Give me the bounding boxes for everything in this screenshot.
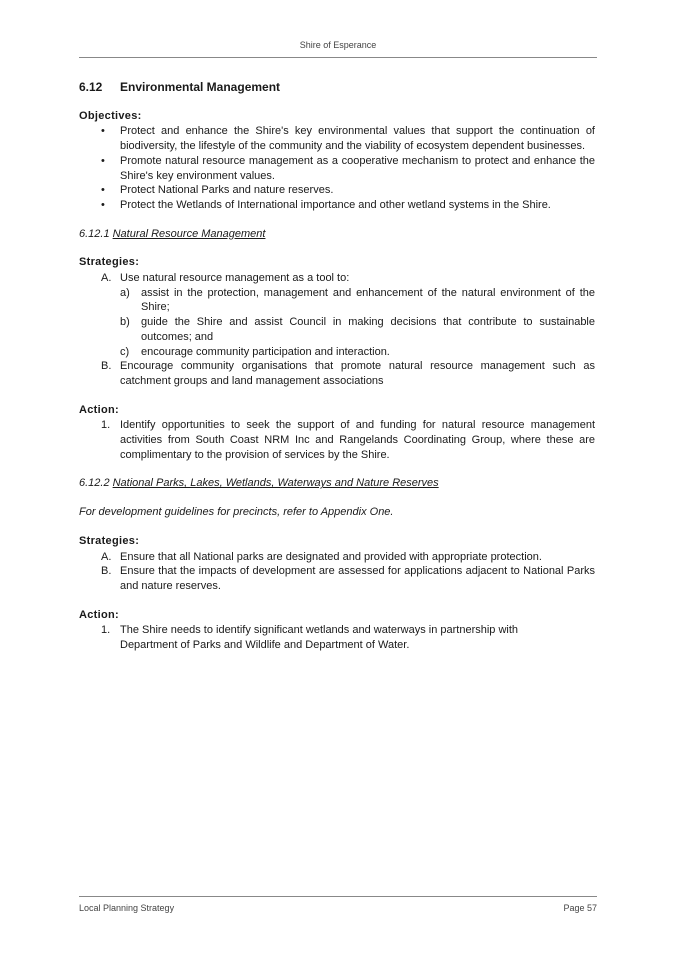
page-header: Shire of Esperance bbox=[299, 40, 377, 50]
bullet-icon: • bbox=[101, 154, 105, 167]
document-body bbox=[79, 80, 595, 653]
bullet-icon: • bbox=[101, 125, 105, 138]
footer-divider bbox=[79, 896, 597, 897]
action-item: 1. The Shire needs to identify significant wetlands and waterways in partnership with Department of Parks and Wildlife and Department of Water. bbox=[101, 624, 519, 652]
action-label: Action: bbox=[79, 403, 119, 416]
strategy-item: A. Use natural resource management as a tool to: bbox=[101, 272, 350, 285]
development-guidelines-note: For development guidelines for precincts, refer to Appendix One. bbox=[79, 506, 394, 519]
strategy-item: B. Ensure that the impacts of development are assessed for applications adjacent to National Parks and nature reserves. bbox=[101, 565, 595, 592]
section-title-text: Environmental Management bbox=[120, 80, 281, 94]
list-item: • Protect the Wetlands of International importance and other wetland systems in the Shire. bbox=[101, 198, 551, 211]
subsection-number: 6.12.2 bbox=[79, 477, 110, 490]
subsection-title-text: Natural Resource Management bbox=[112, 227, 266, 240]
strategy-item: A. Ensure that all National parks are designated and provided with appropriate protection. bbox=[101, 550, 542, 563]
strategies-label: Strategies: bbox=[79, 256, 140, 269]
bullet-icon: • bbox=[101, 184, 105, 197]
strategy-item: B. Encourage community organisations that promote natural resource management such as catchment groups and land management associations bbox=[101, 360, 595, 387]
list-item: • Protect National Parks and nature reserves. bbox=[101, 184, 334, 197]
subsection-title-6-12-2 bbox=[79, 476, 595, 491]
action-item: 1. Identify opportunities to seek the support of and funding for natural resource management activities from South Coast NRM Inc and Rangelands Coordinating Group, where these are complimentary to the provision of services by the Shire. bbox=[101, 419, 595, 461]
subsection-title-6-12-1 bbox=[79, 227, 595, 242]
list-item: • Protect and enhance the Shire's key environmental values that support the continuation of biodiversity, the lifestyle of the community and the viability of ecosystem dependent businesses. bbox=[101, 125, 595, 153]
subsection-title-text: National Parks, Lakes, Wetlands, Waterways and Nature Reserves bbox=[112, 477, 439, 490]
strategy-subitem: c) encourage community participation and interaction. bbox=[120, 345, 390, 358]
section-title bbox=[79, 80, 595, 95]
strategies-label: Strategies: bbox=[79, 534, 140, 547]
action-label: Action: bbox=[79, 608, 119, 621]
page-number: Page 57 bbox=[563, 903, 597, 913]
header-divider bbox=[79, 57, 597, 58]
subsection-number: 6.12.1 bbox=[79, 227, 110, 240]
footer-document-title: Local Planning Strategy bbox=[79, 903, 175, 913]
objectives-label: Objectives: bbox=[79, 109, 142, 122]
objectives-list bbox=[79, 124, 595, 212]
list-item: • Promote natural resource management as a cooperative mechanism to protect and enhance the Shire's key environment values. bbox=[101, 154, 595, 182]
section-number: 6.12 bbox=[79, 80, 103, 94]
strategy-subitem: b) guide the Shire and assist Council in making decisions that contribute to sustainable outcomes; and bbox=[120, 316, 595, 343]
bullet-icon: • bbox=[101, 198, 105, 211]
strategy-subitem: a) assist in the protection, management and enhancement of the natural environment of the Shire; bbox=[120, 286, 595, 314]
